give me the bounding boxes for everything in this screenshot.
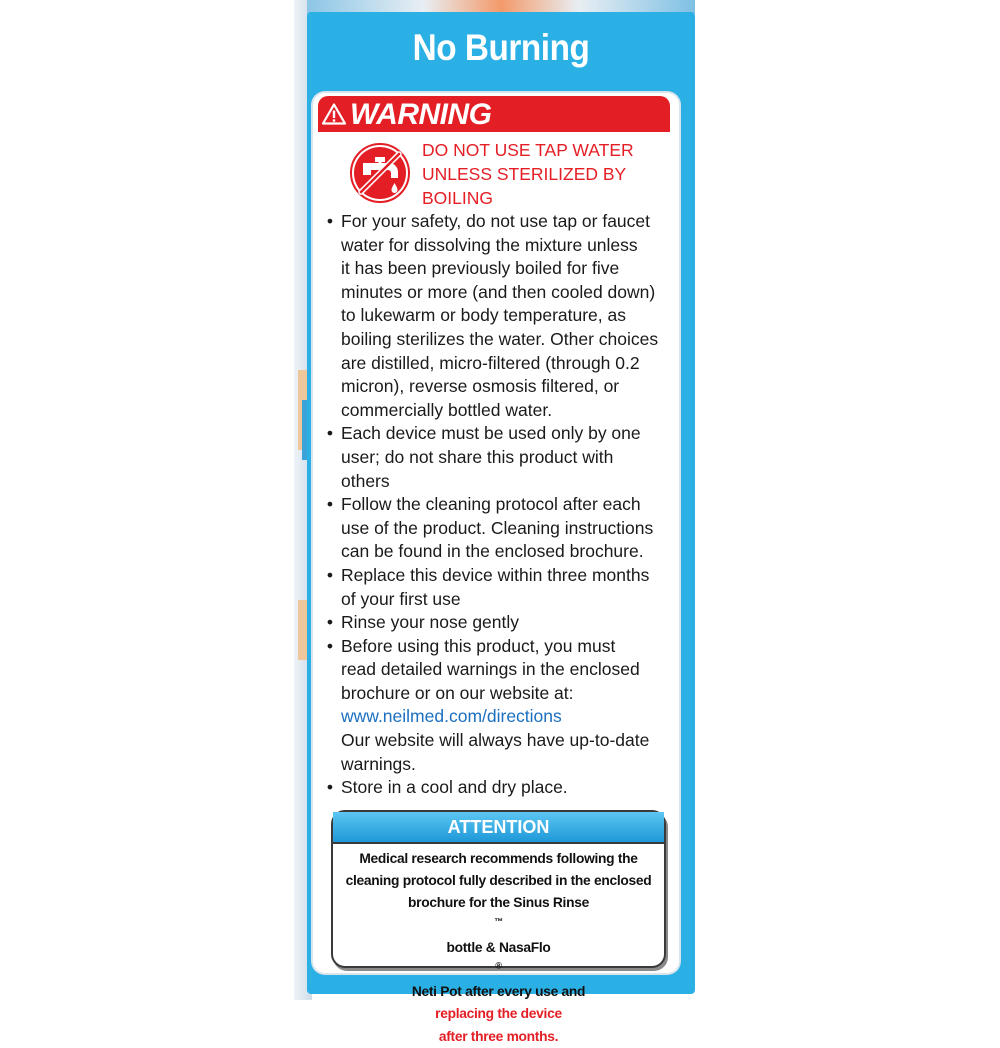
panel-heading: No Burning bbox=[412, 27, 590, 68]
attention-line: Medical research recommends following the bbox=[359, 851, 638, 866]
warning-item-line: can be found in the enclosed brochure. bbox=[341, 541, 644, 562]
attention-body bbox=[333, 848, 664, 1048]
attention-text: bottle & NasaFlo bbox=[446, 939, 551, 955]
warning-item-line: Follow the cleaning protocol after each bbox=[341, 494, 641, 515]
warning-item-line: micron), reverse osmosis filtered, or bbox=[341, 376, 620, 397]
warning-item-line: read detailed warnings in the enclosed bbox=[341, 659, 640, 680]
warning-item-line: use of the product. Cleaning instructions bbox=[341, 517, 654, 538]
warning-item-line: boiling sterilizes the water. Other choices bbox=[341, 328, 659, 349]
registered-symbol: ® bbox=[495, 960, 502, 971]
warning-item-line: Rinse your nose gently bbox=[341, 612, 520, 633]
bullet-icon: • bbox=[326, 564, 334, 585]
warning-item-line: Before using this product, you must bbox=[341, 635, 616, 656]
attention-text: brochure for the Sinus Rinse bbox=[408, 895, 589, 911]
warning-header bbox=[318, 96, 670, 132]
warning-item-line: brochure or on our website at: bbox=[341, 682, 574, 703]
bullet-icon: • bbox=[326, 612, 334, 633]
attention-emphasis: after three months. bbox=[438, 1028, 559, 1044]
warning-item-line: water for dissolving the mixture unless bbox=[341, 234, 638, 255]
bullet-icon: • bbox=[326, 777, 334, 798]
attention-line: cleaning protocol fully described in the enclosed bbox=[345, 873, 652, 889]
bullet-icon: • bbox=[326, 635, 334, 656]
attention-text: Neti Pot after every use and bbox=[411, 984, 586, 1000]
warning-title: WARNING bbox=[350, 98, 492, 131]
tap-water-line: BOILING bbox=[422, 188, 493, 208]
warning-item bbox=[324, 210, 674, 422]
bullet-icon: • bbox=[326, 494, 334, 515]
tap-water-line: DO NOT USE TAP WATER bbox=[422, 140, 634, 160]
warning-triangle-icon bbox=[322, 103, 346, 125]
attention-emphasis: replacing the device bbox=[435, 1006, 562, 1022]
attention-box bbox=[331, 810, 666, 1044]
warning-list bbox=[324, 210, 674, 800]
warning-item bbox=[324, 493, 674, 564]
warning-item-line: it has been previously boiled for five bbox=[341, 258, 620, 279]
website-link[interactable]: www.neilmed.com/directions bbox=[341, 706, 562, 727]
warning-item-line: Replace this device within three months bbox=[341, 564, 650, 585]
warning-item-line: user; do not share this product with bbox=[341, 446, 614, 467]
trademark-symbol: ™ bbox=[494, 916, 503, 927]
warning-item bbox=[324, 422, 674, 493]
attention-title: ATTENTION bbox=[333, 812, 664, 844]
attention-line bbox=[333, 892, 664, 981]
warning-item bbox=[324, 564, 674, 611]
warning-item bbox=[324, 776, 674, 800]
warning-item-line: Each device must be used only by one bbox=[341, 423, 641, 444]
bullet-icon: • bbox=[326, 211, 334, 231]
warning-item-line: Our website will always have up-to-date bbox=[341, 730, 650, 751]
warning-item-line: others bbox=[341, 470, 390, 491]
warning-item-line: of your first use bbox=[341, 588, 461, 609]
warning-item-line: are distilled, micro-filtered (through 0.2 bbox=[341, 352, 640, 373]
warning-item-line: Store in a cool and dry place. bbox=[341, 777, 568, 798]
warning-item bbox=[324, 635, 674, 777]
warning-item-line: For your safety, do not use tap or faucet bbox=[341, 211, 651, 231]
bullet-icon: • bbox=[326, 423, 334, 444]
tap-water-warning bbox=[422, 138, 672, 210]
no-tap-water-icon bbox=[349, 142, 411, 204]
warning-item-line: to lukewarm or body temperature, as bbox=[341, 305, 626, 326]
attention-line bbox=[333, 981, 664, 1025]
warning-item-line: warnings. bbox=[341, 753, 416, 774]
warning-item bbox=[324, 611, 674, 635]
warning-item-line: commercially bottled water. bbox=[341, 399, 553, 420]
warning-item-line: minutes or more (and then cooled down) bbox=[341, 281, 656, 302]
tap-water-line: UNLESS STERILIZED BY bbox=[422, 164, 627, 184]
